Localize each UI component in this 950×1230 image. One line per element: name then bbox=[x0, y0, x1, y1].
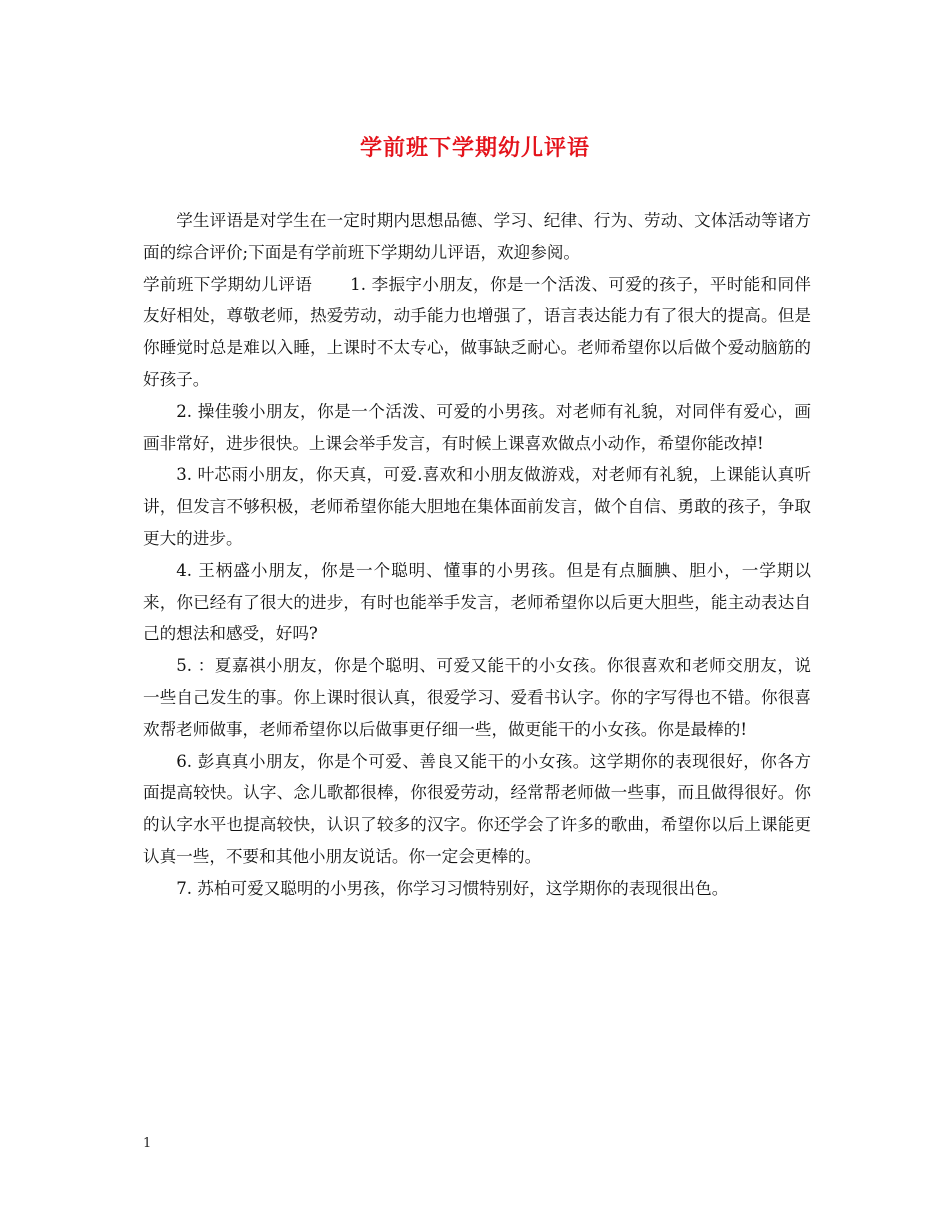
intro-paragraph: 学生评语是对学生在一定时期内思想品德、学习、纪律、行为、劳动、文体活动等诸方面的综合评价;下面是有学前班下学期幼儿评语，欢迎参阅。 bbox=[143, 211, 811, 262]
document-title: 学前班下学期幼儿评语 bbox=[359, 135, 590, 161]
entry-paragraph-2: 2. 操佳骏小朋友，你是一个活泼、可爱的小男孩。对老师有礼貌，对同伴有爱心，画画非常好，进步很快。上课会举手发言，有时候上课喜欢做点小动作，希望你能改掉! bbox=[143, 401, 811, 453]
entry-paragraph-6: 6. 彭真真小朋友，你是个可爱、善良又能干的小女孩。这学期你的表现很好，你各方面提高较快。认字、念儿歌都很棒，你很爱劳动，经常帮老师做一些事，而且做得很好。你的认字水平也提高较快，认识了较多的汉字。你还学会了许多的歌曲，希望你以后上课能更认真一些，不要和其他小朋友说话。你一定会更棒的。 bbox=[143, 751, 811, 866]
entry-paragraph-7: 7. 苏柏可爱又聪明的小男孩，你学习习惯特别好，这学期你的表现很出色。 bbox=[176, 878, 729, 898]
entry-paragraph-4: 4. 王柄盛小朋友，你是一个聪明、懂事的小男孩。但是有点腼腆、胆小，一学期以来，你已经有了很大的进步，有时也能举手发言，老师希望你以后更大胆些，能主动表达自己的想法和感受，好吗? bbox=[143, 560, 811, 644]
page-number: 1 bbox=[143, 1136, 152, 1151]
entry-paragraph-3: 3. 叶芯雨小朋友，你天真，可爱.喜欢和小朋友做游戏，对老师有礼貌，上课能认真听讲，但发言不够积极，老师希望你能大胆地在集体面前发言，做个自信、勇敢的孩子，争取更大的进步。 bbox=[143, 465, 811, 548]
entry-paragraph-1 bbox=[143, 269, 811, 396]
section-label: 学前班下学期幼儿评语 bbox=[143, 274, 313, 294]
entry-paragraph-5: 5. ：夏嘉祺小朋友，你是个聪明、可爱又能干的小女孩。你很喜欢和老师交朋友，说一些自己发生的事。你上课时很认真，很爱学习、爱看书认字。你的字写得也不错。你很喜欢帮老师做事，老师希望你以后做事更仔细一些，做更能干的小女孩。你是最棒的! bbox=[143, 656, 811, 739]
entry-text-1: 1. 李振宇小朋友，你是一个活泼、可爱的孩子，平时能和同伴友好相处，尊敬老师，热爱劳动，动手能力也增强了，语言表达能力有了很大的提高。但是你睡觉时总是难以入睡，上课时不太专心，做事缺乏耐心。老师希望你以后做个爱动脑筋的好孩子。 bbox=[143, 274, 812, 389]
document-body bbox=[143, 205, 811, 905]
